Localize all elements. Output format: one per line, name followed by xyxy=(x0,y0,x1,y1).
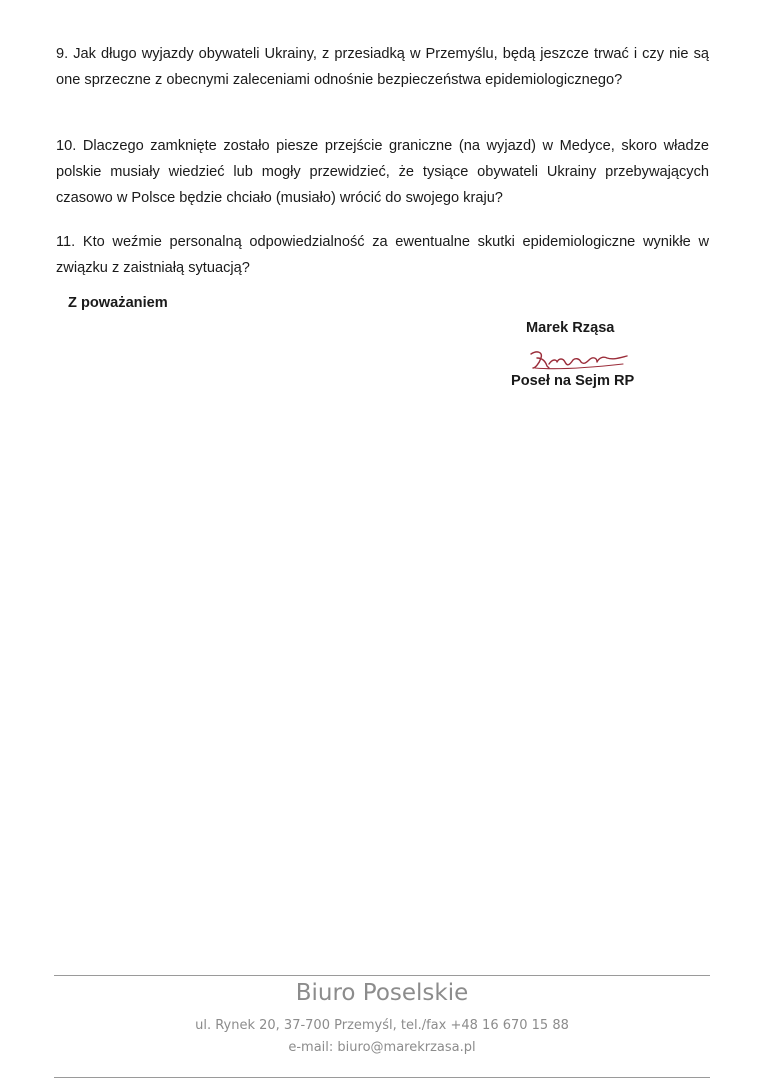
handwritten-signature xyxy=(527,344,631,374)
question-10: 10. Dlaczego zamknięte zostało piesze przejście graniczne (na wyjazd) w Medyce, skoro władze polskie musiały wiedzieć lub mogły przewidzieć, że tysiące obywateli Ukrainy przebywających czasowo w Polsce będzie chciało (musiało) wrócić do swojego kraju? xyxy=(56,138,709,206)
footer-office-title: Biuro Poselskie xyxy=(295,980,469,1006)
question-11: 11. Kto weźmie personalną odpowiedzialność za ewentualne skutki epidemiologiczne wynikłe w związku z zaistniałą sytuacją? xyxy=(56,234,709,276)
footer-divider-top xyxy=(54,975,710,976)
signatory-title: Poseł na Sejm RP xyxy=(511,373,635,389)
question-9: 9. Jak długo wyjazdy obywateli Ukrainy, z przesiadką w Przemyślu, będą jeszcze trwać i czy nie są one sprzeczne z obecnymi zaleceniami odnośnie bezpieczeństwa epidemiologicznego? xyxy=(56,46,709,88)
closing-salutation: Z poważaniem xyxy=(68,295,168,311)
footer-address: ul. Rynek 20, 37-700 Przemyśl, tel./fax +48 16 670 15 88 xyxy=(195,1018,569,1033)
signatory-name: Marek Rząsa xyxy=(526,320,615,336)
footer-email: e-mail: biuro@marekrzasa.pl xyxy=(288,1040,476,1055)
footer-divider-bottom xyxy=(54,1077,710,1078)
